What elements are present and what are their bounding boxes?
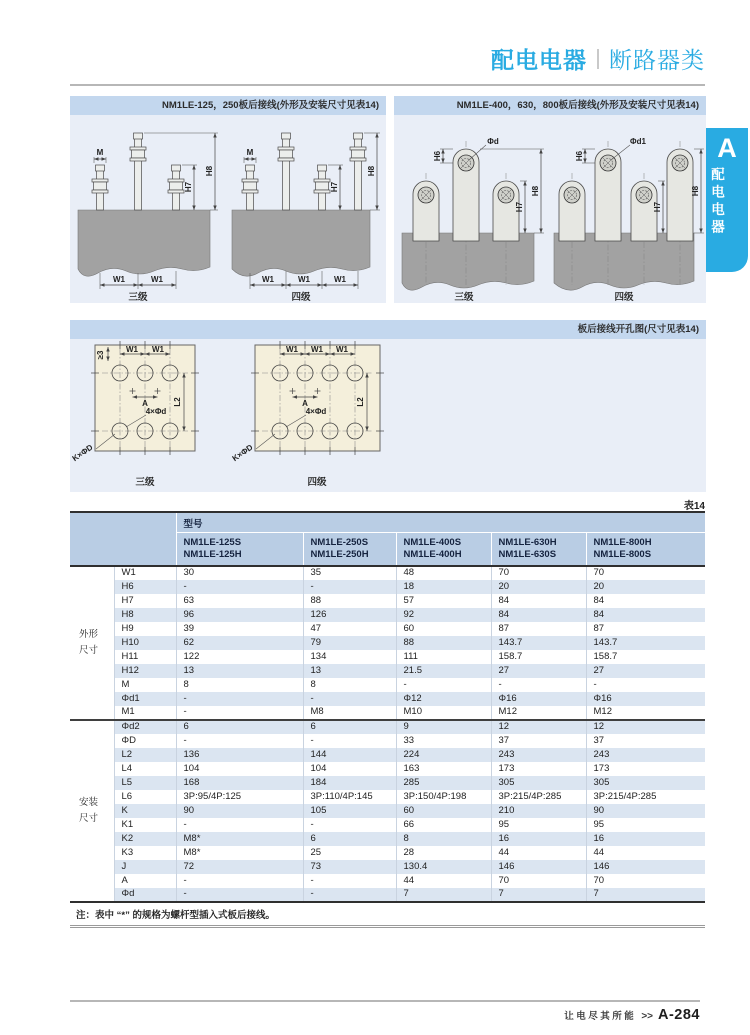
spec-row bbox=[70, 650, 705, 664]
dim-a-label: A bbox=[302, 399, 308, 408]
value-cell: 104 bbox=[303, 762, 396, 776]
dim-w1-label: W1 bbox=[334, 275, 346, 284]
dim-phid-label: Φd bbox=[487, 137, 499, 146]
value-cell: 8 bbox=[303, 678, 396, 692]
value-cell: 73 bbox=[303, 860, 396, 874]
param-label: L5 bbox=[114, 776, 176, 790]
header-rule bbox=[70, 84, 705, 86]
value-cell: 173 bbox=[586, 762, 705, 776]
value-cell: 33 bbox=[396, 734, 491, 748]
panel-rear-125-250 bbox=[70, 96, 386, 303]
dim-h6-label: H6 bbox=[433, 150, 442, 162]
dim-h7-label: H7 bbox=[653, 201, 662, 213]
spec-row bbox=[70, 608, 705, 622]
spec-row bbox=[70, 818, 705, 832]
value-cell: - bbox=[303, 734, 396, 748]
value-cell: 7 bbox=[491, 888, 586, 902]
value-cell: 84 bbox=[586, 594, 705, 608]
model-col-125 bbox=[176, 533, 303, 567]
value-cell: 104 bbox=[176, 762, 303, 776]
dim-w1-label: W1 bbox=[336, 345, 348, 354]
value-cell: 27 bbox=[586, 664, 705, 678]
value-cell: 18 bbox=[396, 580, 491, 594]
dim-m-label: M bbox=[246, 148, 254, 157]
drawing-rear-125-250 bbox=[70, 115, 386, 303]
value-cell: 37 bbox=[491, 734, 586, 748]
dim-w1-label: W1 bbox=[311, 345, 323, 354]
dimension-group-label: 安装尺寸 bbox=[70, 720, 114, 902]
value-cell: 44 bbox=[586, 846, 705, 860]
dim-l2-label: L2 bbox=[356, 397, 365, 407]
spec-row bbox=[70, 594, 705, 608]
param-label: H9 bbox=[114, 622, 176, 636]
param-label: ΦD bbox=[114, 734, 176, 748]
panel-drill-diagram bbox=[70, 320, 706, 492]
value-cell: 3P:95/4P:125 bbox=[176, 790, 303, 804]
value-cell: 122 bbox=[176, 650, 303, 664]
value-cell: 87 bbox=[586, 622, 705, 636]
value-cell: 285 bbox=[396, 776, 491, 790]
value-cell: 168 bbox=[176, 776, 303, 790]
dim-h7-label: H7 bbox=[515, 201, 524, 213]
value-cell: 13 bbox=[176, 664, 303, 678]
value-cell: 95 bbox=[491, 818, 586, 832]
three-pole-lug-drawing bbox=[402, 137, 544, 303]
section-letter: A bbox=[717, 133, 737, 163]
model-name: NM1LE-125S bbox=[183, 536, 242, 548]
value-cell: 79 bbox=[303, 636, 396, 650]
dim-phid1-label: Φd1 bbox=[630, 137, 646, 146]
footer-arrows: >> bbox=[641, 1011, 653, 1022]
four-pole-stud-drawing bbox=[232, 133, 380, 303]
value-cell: 184 bbox=[303, 776, 396, 790]
dimension-group-label: 外形尺寸 bbox=[70, 566, 114, 720]
value-cell: 143.7 bbox=[586, 636, 705, 650]
param-label: H7 bbox=[114, 594, 176, 608]
param-label: H8 bbox=[114, 608, 176, 622]
value-cell: 20 bbox=[491, 580, 586, 594]
dim-h8-label: H8 bbox=[367, 165, 376, 177]
value-cell: 6 bbox=[303, 832, 396, 846]
category-title: 配电电器 bbox=[491, 47, 587, 73]
value-cell: 30 bbox=[176, 566, 303, 580]
value-cell: 158.7 bbox=[586, 650, 705, 664]
dim-w1-label: W1 bbox=[286, 345, 298, 354]
value-cell: - bbox=[176, 580, 303, 594]
dim-w1-label: W1 bbox=[152, 345, 164, 354]
dim-h8-label: H8 bbox=[691, 185, 700, 197]
param-label: H6 bbox=[114, 580, 176, 594]
value-cell: 3P:110/4P:145 bbox=[303, 790, 396, 804]
spec-table bbox=[70, 511, 705, 903]
spec-row bbox=[70, 734, 705, 748]
spec-row bbox=[70, 790, 705, 804]
four-pole-drill-plate bbox=[231, 341, 384, 488]
dim-w1-label: W1 bbox=[298, 275, 310, 284]
dim-ge3-label: ≥3 bbox=[96, 350, 105, 360]
value-cell: 70 bbox=[491, 874, 586, 888]
value-cell: Φ16 bbox=[586, 692, 705, 706]
pole4-caption: 四级 bbox=[291, 292, 311, 303]
value-cell: - bbox=[176, 874, 303, 888]
value-cell: - bbox=[303, 874, 396, 888]
value-cell: 35 bbox=[303, 566, 396, 580]
model-name: NM1LE-400H bbox=[403, 549, 462, 560]
drawing-rear-400-800 bbox=[394, 115, 706, 303]
value-cell: 7 bbox=[586, 888, 705, 902]
value-cell: Φ12 bbox=[396, 692, 491, 706]
param-label: L2 bbox=[114, 748, 176, 762]
param-label: Φd2 bbox=[114, 720, 176, 734]
value-cell: 146 bbox=[491, 860, 586, 874]
param-label: K bbox=[114, 804, 176, 818]
dim-h8-label: H8 bbox=[205, 165, 214, 177]
corner-cell bbox=[70, 512, 176, 566]
value-cell: M10 bbox=[396, 706, 491, 720]
dim-w1-label: W1 bbox=[113, 275, 125, 284]
model-name: NM1LE-630S bbox=[498, 549, 557, 560]
value-cell: M8 bbox=[303, 706, 396, 720]
spec-row bbox=[70, 888, 705, 902]
subcategory-title: 断路器类 bbox=[609, 47, 705, 73]
value-cell: 44 bbox=[491, 846, 586, 860]
spec-row bbox=[70, 580, 705, 594]
spec-row bbox=[70, 860, 705, 874]
value-cell: M8* bbox=[176, 846, 303, 860]
param-label: H11 bbox=[114, 650, 176, 664]
table-note: 注：表中 “*” 的规格为螺杆型插入式板后接线。 bbox=[70, 903, 705, 928]
dim-w1-label: W1 bbox=[151, 275, 163, 284]
value-cell: 66 bbox=[396, 818, 491, 832]
value-cell: Φ16 bbox=[491, 692, 586, 706]
value-cell: 224 bbox=[396, 748, 491, 762]
value-cell: - bbox=[303, 692, 396, 706]
model-name: NM1LE-800S bbox=[593, 549, 652, 560]
spec-row bbox=[70, 636, 705, 650]
spec-table-wrap bbox=[70, 511, 705, 928]
spec-row bbox=[70, 846, 705, 860]
value-cell: 8 bbox=[396, 832, 491, 846]
value-cell: 12 bbox=[491, 720, 586, 734]
pole3-caption: 三级 bbox=[454, 292, 474, 303]
spec-row bbox=[70, 776, 705, 790]
value-cell: 163 bbox=[396, 762, 491, 776]
page-number: A-284 bbox=[658, 1007, 700, 1023]
spec-row bbox=[70, 748, 705, 762]
value-cell: 3P:150/4P:198 bbox=[396, 790, 491, 804]
model-name: NM1LE-800H bbox=[593, 536, 652, 548]
section-tab bbox=[706, 128, 748, 272]
panel-title: NM1LE-400，630，800板后接线(外形及安装尺寸见表14) bbox=[394, 96, 706, 115]
spec-row bbox=[70, 678, 705, 692]
dim-w1-label: W1 bbox=[126, 345, 138, 354]
four-pole-lug-drawing bbox=[554, 137, 704, 303]
value-cell: 126 bbox=[303, 608, 396, 622]
panel-rear-400-800 bbox=[394, 96, 706, 303]
spec-row bbox=[70, 664, 705, 678]
param-label: K2 bbox=[114, 832, 176, 846]
value-cell: 39 bbox=[176, 622, 303, 636]
value-cell: 13 bbox=[303, 664, 396, 678]
value-cell: - bbox=[396, 678, 491, 692]
spec-table-head bbox=[70, 512, 705, 566]
dim-a-label: A bbox=[142, 399, 148, 408]
dim-w1-label: W1 bbox=[262, 275, 274, 284]
param-label: L6 bbox=[114, 790, 176, 804]
dim-kphiD-label: K×ΦD bbox=[70, 442, 95, 464]
value-cell: 47 bbox=[303, 622, 396, 636]
param-label: W1 bbox=[114, 566, 176, 580]
three-pole-stud-drawing bbox=[78, 133, 218, 303]
param-label: H10 bbox=[114, 636, 176, 650]
footer-rule bbox=[70, 1000, 700, 1002]
panel-title: NM1LE-125，250板后接线(外形及安装尺寸见表14) bbox=[70, 96, 386, 115]
dim-h7-label: H7 bbox=[330, 181, 339, 193]
value-cell: 3P:215/4P:285 bbox=[586, 790, 705, 804]
pole3-caption: 三级 bbox=[128, 292, 148, 303]
value-cell: 111 bbox=[396, 650, 491, 664]
value-cell: 6 bbox=[176, 720, 303, 734]
value-cell: 60 bbox=[396, 804, 491, 818]
value-cell: 70 bbox=[491, 566, 586, 580]
value-cell: M8* bbox=[176, 832, 303, 846]
value-cell: 21.5 bbox=[396, 664, 491, 678]
value-cell: 90 bbox=[176, 804, 303, 818]
value-cell: - bbox=[176, 818, 303, 832]
spec-row bbox=[70, 720, 705, 734]
value-cell: 63 bbox=[176, 594, 303, 608]
value-cell: 27 bbox=[491, 664, 586, 678]
value-cell: 305 bbox=[586, 776, 705, 790]
value-cell: 20 bbox=[586, 580, 705, 594]
model-header: 型号 bbox=[176, 512, 705, 533]
param-label: K3 bbox=[114, 846, 176, 860]
value-cell: - bbox=[176, 692, 303, 706]
param-label: L4 bbox=[114, 762, 176, 776]
value-cell: 62 bbox=[176, 636, 303, 650]
value-cell: - bbox=[303, 580, 396, 594]
value-cell: 16 bbox=[491, 832, 586, 846]
dim-l2-label: L2 bbox=[173, 397, 182, 407]
value-cell: 70 bbox=[586, 874, 705, 888]
value-cell: 130.4 bbox=[396, 860, 491, 874]
spec-row bbox=[70, 622, 705, 636]
value-cell: 305 bbox=[491, 776, 586, 790]
param-label: H12 bbox=[114, 664, 176, 678]
param-label: K1 bbox=[114, 818, 176, 832]
dim-h7-label: H7 bbox=[184, 181, 193, 193]
spec-row bbox=[70, 874, 705, 888]
param-label: M1 bbox=[114, 706, 176, 720]
value-cell: - bbox=[176, 888, 303, 902]
value-cell: 105 bbox=[303, 804, 396, 818]
three-pole-drill-plate bbox=[71, 341, 199, 488]
value-cell: 136 bbox=[176, 748, 303, 762]
pole4-caption: 四级 bbox=[307, 477, 327, 488]
value-cell: 57 bbox=[396, 594, 491, 608]
dim-4phid-label: 4×Φd bbox=[305, 407, 327, 416]
param-label: Φd bbox=[114, 888, 176, 902]
pole4-caption: 四级 bbox=[614, 292, 634, 303]
value-cell: 8 bbox=[176, 678, 303, 692]
spec-table-body bbox=[70, 566, 705, 902]
value-cell: 12 bbox=[586, 720, 705, 734]
model-col-630 bbox=[491, 533, 586, 567]
dim-kphiD-label: K×ΦD bbox=[230, 442, 255, 464]
model-name: NM1LE-250H bbox=[310, 549, 369, 560]
model-name: NM1LE-125H bbox=[183, 549, 242, 560]
value-cell: 173 bbox=[491, 762, 586, 776]
value-cell: 3P:215/4P:285 bbox=[491, 790, 586, 804]
value-cell: 84 bbox=[491, 594, 586, 608]
drawing-drill bbox=[70, 339, 706, 492]
table-caption: 表14 bbox=[683, 501, 705, 512]
value-cell: 243 bbox=[586, 748, 705, 762]
value-cell: 158.7 bbox=[491, 650, 586, 664]
page-header bbox=[491, 42, 705, 75]
model-col-800 bbox=[586, 533, 705, 567]
spec-row bbox=[70, 692, 705, 706]
panel-title: 板后接线开孔图(尺寸见表14) bbox=[70, 320, 706, 339]
spec-row bbox=[70, 706, 705, 720]
value-cell: 84 bbox=[586, 608, 705, 622]
spec-row bbox=[70, 804, 705, 818]
value-cell: 243 bbox=[491, 748, 586, 762]
value-cell: 96 bbox=[176, 608, 303, 622]
param-label: J bbox=[114, 860, 176, 874]
value-cell: 70 bbox=[586, 566, 705, 580]
spec-row bbox=[70, 762, 705, 776]
value-cell: 143.7 bbox=[491, 636, 586, 650]
param-label: M bbox=[114, 678, 176, 692]
section-label: 配电电器 bbox=[709, 166, 724, 237]
value-cell: M12 bbox=[586, 706, 705, 720]
value-cell: 87 bbox=[491, 622, 586, 636]
value-cell: 88 bbox=[303, 594, 396, 608]
value-cell: 60 bbox=[396, 622, 491, 636]
dim-h8-label: H8 bbox=[531, 185, 540, 197]
spec-row bbox=[70, 566, 705, 580]
page-footer bbox=[70, 1007, 700, 1023]
value-cell: 48 bbox=[396, 566, 491, 580]
value-cell: 25 bbox=[303, 846, 396, 860]
model-col-250 bbox=[303, 533, 396, 567]
model-name: NM1LE-400S bbox=[403, 536, 462, 548]
value-cell: 72 bbox=[176, 860, 303, 874]
value-cell: 9 bbox=[396, 720, 491, 734]
footer-slogan: 让电尽其所能 bbox=[564, 1011, 637, 1022]
value-cell: 144 bbox=[303, 748, 396, 762]
param-label: Φd1 bbox=[114, 692, 176, 706]
value-cell: 6 bbox=[303, 720, 396, 734]
value-cell: - bbox=[176, 734, 303, 748]
value-cell: 44 bbox=[396, 874, 491, 888]
param-label: A bbox=[114, 874, 176, 888]
value-cell: 28 bbox=[396, 846, 491, 860]
title-divider bbox=[597, 49, 599, 69]
value-cell: - bbox=[176, 706, 303, 720]
dim-4phid-label: 4×Φd bbox=[145, 407, 167, 416]
spec-row bbox=[70, 832, 705, 846]
model-name: NM1LE-250S bbox=[310, 536, 369, 548]
value-cell: 90 bbox=[586, 804, 705, 818]
value-cell: 95 bbox=[586, 818, 705, 832]
value-cell: 16 bbox=[586, 832, 705, 846]
dim-m-label: M bbox=[96, 148, 104, 157]
value-cell: - bbox=[303, 888, 396, 902]
value-cell: 88 bbox=[396, 636, 491, 650]
value-cell: 7 bbox=[396, 888, 491, 902]
dim-h6-label: H6 bbox=[575, 150, 584, 162]
value-cell: 92 bbox=[396, 608, 491, 622]
value-cell: - bbox=[303, 818, 396, 832]
model-name: NM1LE-630H bbox=[498, 536, 557, 548]
pole3-caption: 三级 bbox=[135, 477, 155, 488]
value-cell: 210 bbox=[491, 804, 586, 818]
value-cell: 134 bbox=[303, 650, 396, 664]
model-col-400 bbox=[396, 533, 491, 567]
value-cell: - bbox=[586, 678, 705, 692]
value-cell: M12 bbox=[491, 706, 586, 720]
value-cell: - bbox=[491, 678, 586, 692]
value-cell: 84 bbox=[491, 608, 586, 622]
value-cell: 37 bbox=[586, 734, 705, 748]
value-cell: 146 bbox=[586, 860, 705, 874]
